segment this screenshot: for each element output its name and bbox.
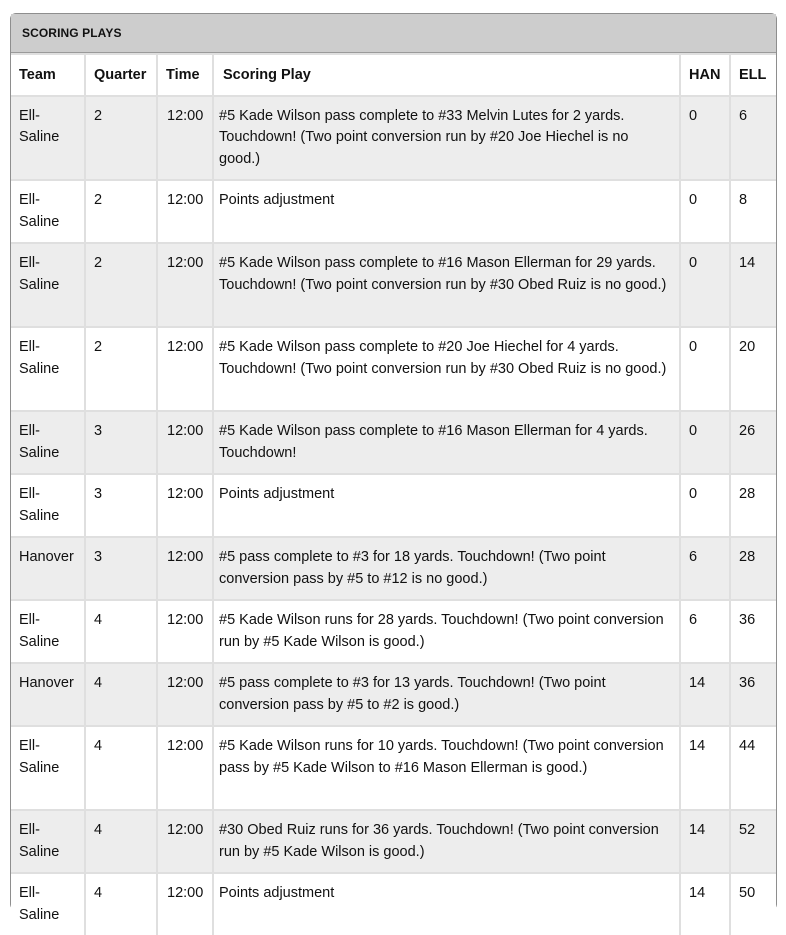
- cell-time: 12:00: [157, 726, 213, 810]
- cell-quarter: 2: [85, 327, 157, 411]
- cell-team: Ell-Saline: [11, 180, 85, 243]
- cell-han-score: 14: [680, 810, 730, 873]
- scoring-plays-panel: [10, 13, 777, 923]
- cell-ell-score: 28: [730, 474, 776, 537]
- table-row: [11, 726, 776, 810]
- cell-time: 12:00: [157, 327, 213, 411]
- cell-scoring-play: Points adjustment: [213, 180, 680, 243]
- cell-han-score: 0: [680, 474, 730, 537]
- cell-ell-score: 44: [730, 726, 776, 810]
- cell-quarter: 3: [85, 411, 157, 474]
- cell-han-score: 0: [680, 327, 730, 411]
- cell-time: 12:00: [157, 243, 213, 327]
- cell-ell-score: 6: [730, 96, 776, 181]
- table-row: [11, 243, 776, 327]
- cell-time: 12:00: [157, 537, 213, 600]
- cell-time: 12:00: [157, 96, 213, 181]
- cell-han-score: 14: [680, 663, 730, 726]
- cell-time: 12:00: [157, 663, 213, 726]
- cell-scoring-play: Points adjustment: [213, 474, 680, 537]
- cell-scoring-play: #30 Obed Ruiz runs for 36 yards. Touchdown! (Two point conversion run by #5 Kade Wilson is good.): [213, 810, 680, 873]
- cell-ell-score: 52: [730, 810, 776, 873]
- cell-team: Ell-Saline: [11, 327, 85, 411]
- cell-quarter: 3: [85, 537, 157, 600]
- cell-team: Hanover: [11, 663, 85, 726]
- table-row: [11, 873, 776, 935]
- cell-quarter: 3: [85, 474, 157, 537]
- cell-quarter: 2: [85, 243, 157, 327]
- cell-quarter: 4: [85, 726, 157, 810]
- cell-ell-score: 36: [730, 663, 776, 726]
- cell-team: Ell-Saline: [11, 474, 85, 537]
- table-row: [11, 327, 776, 411]
- cell-scoring-play: #5 pass complete to #3 for 13 yards. Touchdown! (Two point conversion pass by #5 to #2 is good.): [213, 663, 680, 726]
- panel-title: SCORING PLAYS: [11, 14, 776, 53]
- table-row: [11, 474, 776, 537]
- cell-team: Hanover: [11, 537, 85, 600]
- header-han: HAN: [680, 54, 730, 96]
- cell-han-score: 14: [680, 873, 730, 935]
- cell-time: 12:00: [157, 873, 213, 935]
- cell-quarter: 4: [85, 663, 157, 726]
- cell-team: Ell-Saline: [11, 810, 85, 873]
- cell-time: 12:00: [157, 180, 213, 243]
- cell-han-score: 6: [680, 537, 730, 600]
- cell-quarter: 4: [85, 600, 157, 663]
- cell-time: 12:00: [157, 810, 213, 873]
- cell-han-score: 0: [680, 96, 730, 181]
- cell-scoring-play: #5 Kade Wilson runs for 28 yards. Touchdown! (Two point conversion run by #5 Kade Wilson is good.): [213, 600, 680, 663]
- cell-scoring-play: Points adjustment: [213, 873, 680, 935]
- cell-quarter: 4: [85, 873, 157, 935]
- cell-scoring-play: #5 Kade Wilson pass complete to #16 Mason Ellerman for 29 yards. Touchdown! (Two point conversion run by #30 Obed Ruiz is no good.): [213, 243, 680, 327]
- cell-ell-score: 36: [730, 600, 776, 663]
- cell-quarter: 2: [85, 180, 157, 243]
- table-header-row: [11, 54, 776, 96]
- header-scoring-play: Scoring Play: [213, 54, 680, 96]
- cell-quarter: 2: [85, 96, 157, 181]
- cell-scoring-play: #5 Kade Wilson runs for 10 yards. Touchdown! (Two point conversion pass by #5 Kade Wilson to #16 Mason Ellerman is good.): [213, 726, 680, 810]
- cell-han-score: 14: [680, 726, 730, 810]
- table-row: [11, 810, 776, 873]
- cell-scoring-play: #5 Kade Wilson pass complete to #20 Joe Hiechel for 4 yards. Touchdown! (Two point conversion run by #30 Obed Ruiz is no good.): [213, 327, 680, 411]
- header-team: Team: [11, 54, 85, 96]
- header-quarter: Quarter: [85, 54, 157, 96]
- table-row: [11, 180, 776, 243]
- cell-ell-score: 14: [730, 243, 776, 327]
- cell-han-score: 0: [680, 411, 730, 474]
- table-row: [11, 96, 776, 181]
- cell-scoring-play: #5 pass complete to #3 for 18 yards. Touchdown! (Two point conversion pass by #5 to #12 is no good.): [213, 537, 680, 600]
- cell-team: Ell-Saline: [11, 96, 85, 181]
- cell-ell-score: 50: [730, 873, 776, 935]
- cell-time: 12:00: [157, 600, 213, 663]
- table-row: [11, 663, 776, 726]
- cell-han-score: 6: [680, 600, 730, 663]
- cell-ell-score: 26: [730, 411, 776, 474]
- header-time: Time: [157, 54, 213, 96]
- header-ell: ELL: [730, 54, 776, 96]
- table-row: [11, 600, 776, 663]
- cell-team: Ell-Saline: [11, 411, 85, 474]
- cell-scoring-play: #5 Kade Wilson pass complete to #33 Melvin Lutes for 2 yards. Touchdown! (Two point conversion run by #20 Joe Hiechel is no good.): [213, 96, 680, 181]
- cell-ell-score: 20: [730, 327, 776, 411]
- cell-han-score: 0: [680, 180, 730, 243]
- cell-team: Ell-Saline: [11, 726, 85, 810]
- cell-ell-score: 28: [730, 537, 776, 600]
- cell-ell-score: 8: [730, 180, 776, 243]
- table-row: [11, 537, 776, 600]
- cell-time: 12:00: [157, 474, 213, 537]
- cell-scoring-play: #5 Kade Wilson pass complete to #16 Mason Ellerman for 4 yards. Touchdown!: [213, 411, 680, 474]
- table-row: [11, 411, 776, 474]
- cell-team: Ell-Saline: [11, 600, 85, 663]
- cell-time: 12:00: [157, 411, 213, 474]
- cell-team: Ell-Saline: [11, 243, 85, 327]
- cell-quarter: 4: [85, 810, 157, 873]
- cell-han-score: 0: [680, 243, 730, 327]
- scoring-plays-table: [11, 53, 776, 935]
- cell-team: Ell-Saline: [11, 873, 85, 935]
